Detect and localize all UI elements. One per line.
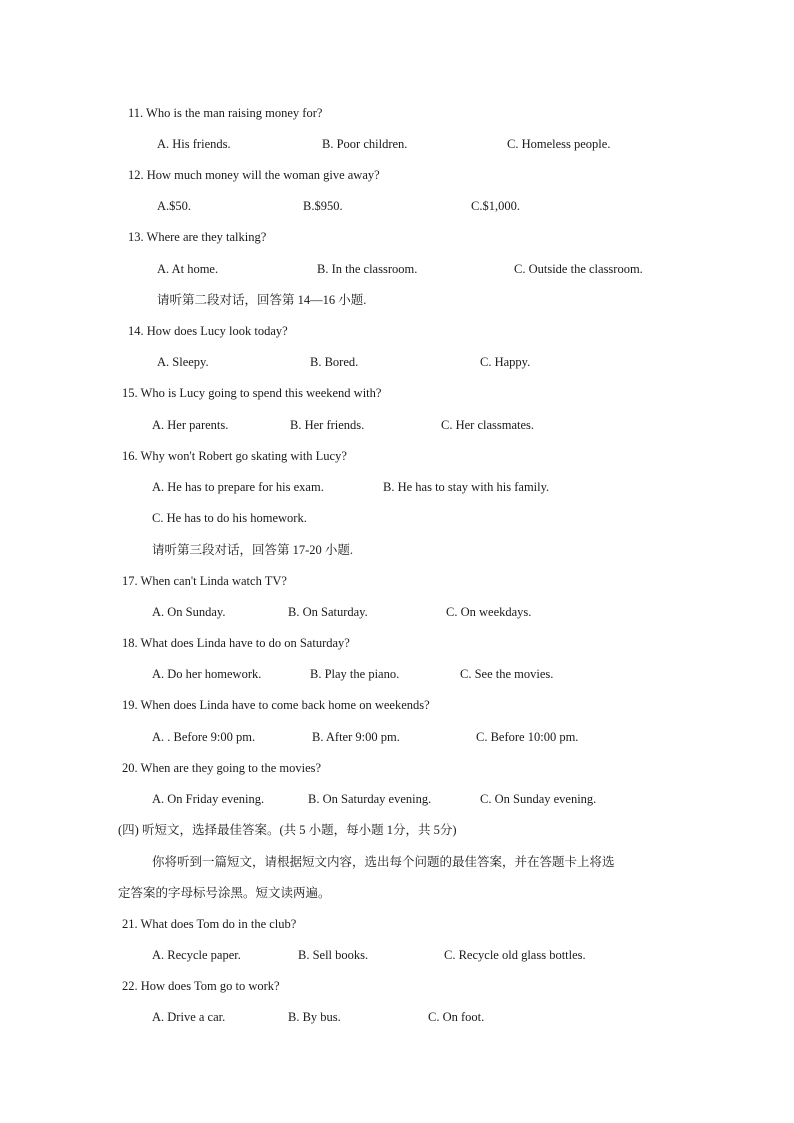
question-16-stem: 16. Why won't Robert go skating with Lucy?: [122, 449, 347, 463]
question-15-option-a: A. Her parents.: [152, 418, 229, 432]
question-16-option-c: C. He has to do his homework.: [152, 511, 307, 525]
question-20-option-b: B. On Saturday evening.: [308, 792, 432, 806]
question-12-stem: 12. How much money will the woman give away?: [128, 168, 380, 182]
question-19-stem: 19. When does Linda have to come back home on weekends?: [122, 698, 430, 712]
question-22-option-b: B. By bus.: [288, 1010, 341, 1024]
section-4-instruction-line-2: 定答案的字母标号涂黑。短文读两遍。: [118, 886, 331, 900]
question-13-option-a: A. At home.: [157, 262, 219, 276]
question-13-option-b: B. In the classroom.: [317, 262, 418, 276]
question-20-option-c: C. On Sunday evening.: [480, 792, 597, 806]
question-12-option-b: B.$950.: [303, 199, 343, 213]
question-14-option-c: C. Happy.: [480, 355, 531, 369]
question-21-option-a: A. Recycle paper.: [152, 948, 241, 962]
question-11-option-c: C. Homeless people.: [507, 137, 611, 151]
question-21-option-b: B. Sell books.: [298, 948, 369, 962]
question-22-stem: 22. How does Tom go to work?: [122, 979, 280, 993]
question-17-option-b: B. On Saturday.: [288, 605, 368, 619]
question-19-option-a: A. . Before 9:00 pm.: [152, 730, 256, 744]
question-17-stem: 17. When can't Linda watch TV?: [122, 574, 287, 588]
question-14-option-a: A. Sleepy.: [157, 355, 209, 369]
question-17-option-a: A. On Sunday.: [152, 605, 226, 619]
section-4-heading: (四) 听短文，选择最佳答案。(共 5 小题，每小题 1分，共 5分): [118, 823, 457, 837]
question-19-option-b: B. After 9:00 pm.: [312, 730, 400, 744]
question-12-option-c: C.$1,000.: [471, 199, 520, 213]
dialogue-3-instruction: 请听第三段对话，回答第 17-20 小题.: [152, 543, 354, 557]
question-15-option-c: C. Her classmates.: [441, 418, 535, 432]
question-22-option-c: C. On foot.: [428, 1010, 485, 1024]
question-15-stem: 15. Who is Lucy going to spend this weekend with?: [122, 386, 382, 400]
question-11-option-b: B. Poor children.: [322, 137, 408, 151]
question-11-option-a: A. His friends.: [157, 137, 231, 151]
question-17-option-c: C. On weekdays.: [446, 605, 532, 619]
question-13-stem: 13. Where are they talking?: [128, 230, 267, 244]
question-14-option-b: B. Bored.: [310, 355, 359, 369]
question-20-stem: 20. When are they going to the movies?: [122, 761, 322, 775]
question-20-option-a: A. On Friday evening.: [152, 792, 265, 806]
question-18-option-c: C. See the movies.: [460, 667, 554, 681]
question-21-option-c: C. Recycle old glass bottles.: [444, 948, 586, 962]
section-4-instruction-line-1: 你将听到一篇短文，请根据短文内容，选出每个问题的最佳答案，并在答题卡上将选: [152, 855, 615, 869]
question-21-stem: 21. What does Tom do in the club?: [122, 917, 297, 931]
question-18-option-b: B. Play the piano.: [310, 667, 400, 681]
question-18-option-a: A. Do her homework.: [152, 667, 262, 681]
question-18-stem: 18. What does Linda have to do on Saturday?: [122, 636, 350, 650]
dialogue-2-instruction: 请听第二段对话，回答第 14—16 小题.: [157, 293, 367, 307]
question-12-option-a: A.$50.: [157, 199, 192, 213]
question-22-option-a: A. Drive a car.: [152, 1010, 226, 1024]
question-19-option-c: C. Before 10:00 pm.: [476, 730, 579, 744]
question-16-option-a: A. He has to prepare for his exam.: [152, 480, 324, 494]
question-11-stem: 11. Who is the man raising money for?: [128, 106, 323, 120]
question-14-stem: 14. How does Lucy look today?: [128, 324, 288, 338]
question-16-option-b: B. He has to stay with his family.: [383, 480, 550, 494]
question-15-option-b: B. Her friends.: [290, 418, 365, 432]
question-13-option-c: C. Outside the classroom.: [514, 262, 643, 276]
